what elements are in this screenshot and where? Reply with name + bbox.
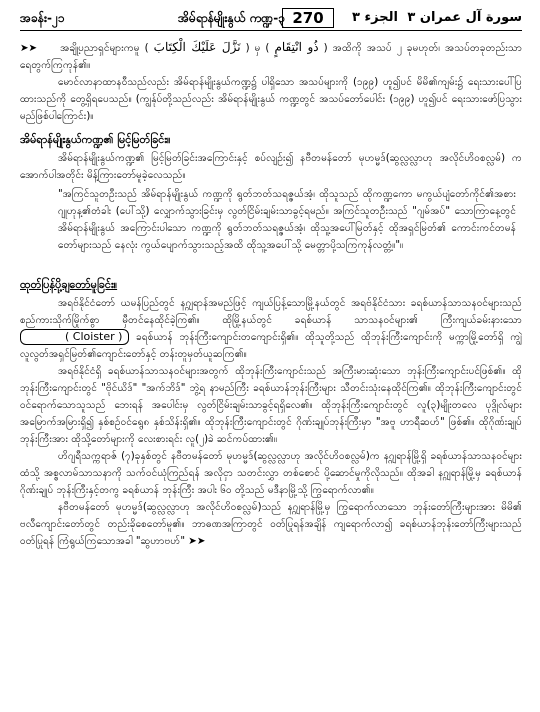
section-paragraph: ဟိဂျရီသက္ကရာဇ် (၇)ခုနှစ်တွင် နဗီတမန်တော် မုဟမ္မဒ်(ဆွလ္လလ္လာဟု အလိုင်ဟိဝစလ္လမ်)က နဂ္ဂျရာန်မြို့ရှိ ခရစ်ယာန်သာသနဝင်များထံသို့ အစ္စလာမ်သာသနာကို သက်ဝင်ယုံကြည်ရန် အလိုငှာ သတင်းလွှာ တစ်စောင် ပို့ဆောင်မှုကိုလိုသည်။ ထိုအခါ နဂ္ဂျရာန်မြို့မှ ခရစ်ယာန်ဂိုဏ်းချုပ် ဘုန်းကြီးနှင့်တကွ ခရစ်ယာန် ဘုန်းကြီး အပါး ၆၀ တို့သည် မဒီနာမြို့သို့ ကြွရောက်လာ၏။	[20, 451, 522, 496]
section-heading: ထုတ်ပြန်ပို့ချတော်မူခြင်း။	[20, 278, 118, 291]
continuation-arrow-icon: ➤➤	[20, 43, 38, 54]
section-paragraph: နဗီတမန်တော် မုဟမ္မဒ်(ဆွလ္လလ္လာဟု အလိုင်ဟိဝစလ္လမ်)သည် နဂ္ဂျရာန်မြို့မှ ကြွရောက်လာသော ဘုန်းတော်ကြီးများအား မိမိ၏ ဗလီကျောင်းတော်တွင် တည်းခိုစေတော်မူ၏။ ဘာဓဏအကြာတွင် ဝတ်ပြုရန်အချိန် ကျရောက်လာ၍ ခရစ်ယာန်ဘုန်းတော်ကြီးများသည် ဝတ်ပြုရန် ကြံရွယ်ကြသောအခါ "ဆွဟာဗဟ်" ➤➤	[20, 502, 522, 547]
page-header	[20, 8, 522, 28]
section-paragraph: အိမ်ရာန်မျိုးနွယ်ကဏ္ဍ၏ မြင့်မြတ်ခြင်းအကြောင်းနှင့် စပ်လျဉ်း၍ နဗီတမန်တော် မုဟမ္မဒ်(ဆွလ္လလ္လာဟု အလိုင်ဟိဝစလ္လမ်) က အောက်ပါအတိုင်း မိန့်ကြားတော်မူခဲ့လေသည်။	[20, 153, 522, 181]
arabic-phrase: ذُو انْتِقَامٍ	[274, 40, 319, 54]
surah-label: سورة آل عمران ٣	[407, 10, 522, 25]
cloister-term: ( Cloister )	[20, 329, 129, 345]
body-text	[20, 39, 522, 550]
hadith-quote: "အကြင်သူတဦးသည် အိမ်ရာန်မျိုးနွယ် ကဏ္ဍကို ရွတ်ဘတ်သရဇ္ဇယ်အံ့၊ ထိုသူသည် ထိုကဏ္ဍကော မကွယ်ပျံတော်ကိုင်၏အစား ဂျုဟုန့၏တံခါး (ပေါ်သို့) လျှောက်သွားခြင်းမှ လွတ်ငြိမ်းချမ်းသာခွင့်ရမည်။ အကြင်သူတဦးသည် "ဂျမ်အပ်" သောကြာနေ့တွင် အိမ်ရာန်မျိုးနွယ် အကြောင်းပါသော ကဏ္ဍကို ရွတ်ဘတ်သရဇ္ဇယ်အံ့၊ ထိုသူ့အပေါ်မြတ်နှင့် ထိုအရှင်မြတ်၏ ကောင်းကင်တမန်တော်များသည် နေလုံး ကွယ်ပျောက်သွားသည့်အထိ ထိုသူ့အပေါ်သို့ မေတ္တာပို့သကြကုန်လတ္တံ့။"။	[58, 189, 516, 251]
section-paragraph: အရဗ်နိုင်ငံရှိ ခရစ်ယာန်သာသနဝင်များအတွက် ထိုဘုန်းကြီးကျောင်းသည် အကြီးမားဆုံးသော ဘုန်းကြီးကျောင်းပင်ဖြစ်၏။ ထိုဘုန်းကြီးကျောင်းတွင် "ဗိုင်ယိဒ်" "အက်ဘိဒ်" ဘွဲ့ရ နာမည်ကြီး ခရစ်ယာန်ဘုန်းကြီးများ သီတင်းသုံးနေထိုင်ကြ၏။ ထိုဘုန်းကြီးကျောင်းတွင် ဝင်ရောက်သောသူသည် ဘေးရန် အပေါင်းမှ လွတ်ငြိမ်းချမ်းသာခွင့်ရရှိလေ၏။ ထိုဘုန်းကြီးကျောင်းတွင် လူ(၃)မျိုးတလေ ပုဒ္ဂိုလ်များ အမြောက်အမြားရှိ၍ နှစ်စဉ်ဝင်ရွေ၈ နှစ်သိန်းရှိ၏။ ထိုဘုန်းကြီးကျောင်းတွင် ဂိုဏ်းချုပ်ဘုန်းကြီးမှာ "အဗူ ဟာရီဆဟ်" ဖြစ်၏။ ထိုဂိုဏ်းချုပ်ဘုန်းကြီးအား ထိုသို့တော်များကို လေးစားရင်း လူ(၂)ခဲ ဆင်ကပ်ထား၏။	[20, 366, 522, 445]
section-title: အိမ်ရာန်မျိုးနွယ် ကဏ္ဍ-၃	[178, 11, 286, 25]
juz-label: الجزء ٣	[352, 10, 398, 25]
section-heading: အိမ်ရာန်မျိုးနွယ်ကဏ္ဍ၏ မြင့်မြတ်ခြင်း။	[20, 133, 171, 146]
intro-paragraph: ➤➤ အချို့ပညာရှင်များကမူ ( نَزَّلَ عَلَيْكَ الْكِتَابَ ) မှ ( ذُو انْتِقَامٍ ) အထိကို အသပ် ၂ ခုမဟုတ်၊ အသပ်တခုတည်းသာ ရေတွက်ကြကုန်၏။	[20, 40, 523, 71]
section-paragraph: အရဗ်နိုင်ငံတော် ယမန်ပြည်တွင် နဂ္ဂျရာန်အမည်ဖြင့် ကျယ်ပြန့်သောမြို့နယ်တွင် အရဗ်နိုင်ငံသား ခရစ်ယာန်သာသနဝင်များသည် စည်ကားသိုက်မြိုက်စွာ မှီတင်နေထိုင်ခဲ့ကြ၏။ ထိုမြို့နယ်တွင် ခရစ်ယာန် သာသနဝင်များ၏ ကြီးကျယ်ခမ်းနားသော ( Cloister ) ခရစ်ယာန် ဘုန်းကြီးကျောင်းတကျောင်းရှိ၏။ ထိုသူတို့သည် ထိုဘုန်းကြီးကျောင်းကို မက္ကာမြို့တော်ရှိ ကျွဲလူလွတ်အရှင်မြတ်၏ကျောင်းတော်နှင့် တန်းတူမှတ်ယူဆကြ၏။	[20, 298, 522, 360]
arabic-phrase: نَزَّلَ عَلَيْكَ الْكِتَابَ	[153, 40, 241, 54]
page-number: 270	[282, 8, 334, 28]
intro-paragraph-2: မောင်လာနာထာနဝီသည်လည်း အိမ်ရာန်မျိုးနွယ်ကဏ္ဍ၌ ပါရှိသော အသပ်များကို (၁၉၉) ဟူ၍ပင် မိမိ၏ကျမ်း၌ ရေးသားပေါ်ပြထားသည်ကို တွေ့ရှိရပေသည်။ (ကျွန်ုပ်တို့သည်လည်း အိမ်ရာန်မျိုးနွယ် ကဏ္ဍတွင် အသပ်တော်ပေါင်း (၁၉၉) ဟူ၍ပင် ရေးသားဖော်ပြသွားမည်ဖြစ်ပါကြောင်း)။	[20, 77, 522, 122]
continuation-arrow-icon: ➤➤	[188, 536, 206, 547]
header-rule	[20, 30, 522, 31]
chapter-label: အခန်း-၂၁	[20, 11, 65, 25]
